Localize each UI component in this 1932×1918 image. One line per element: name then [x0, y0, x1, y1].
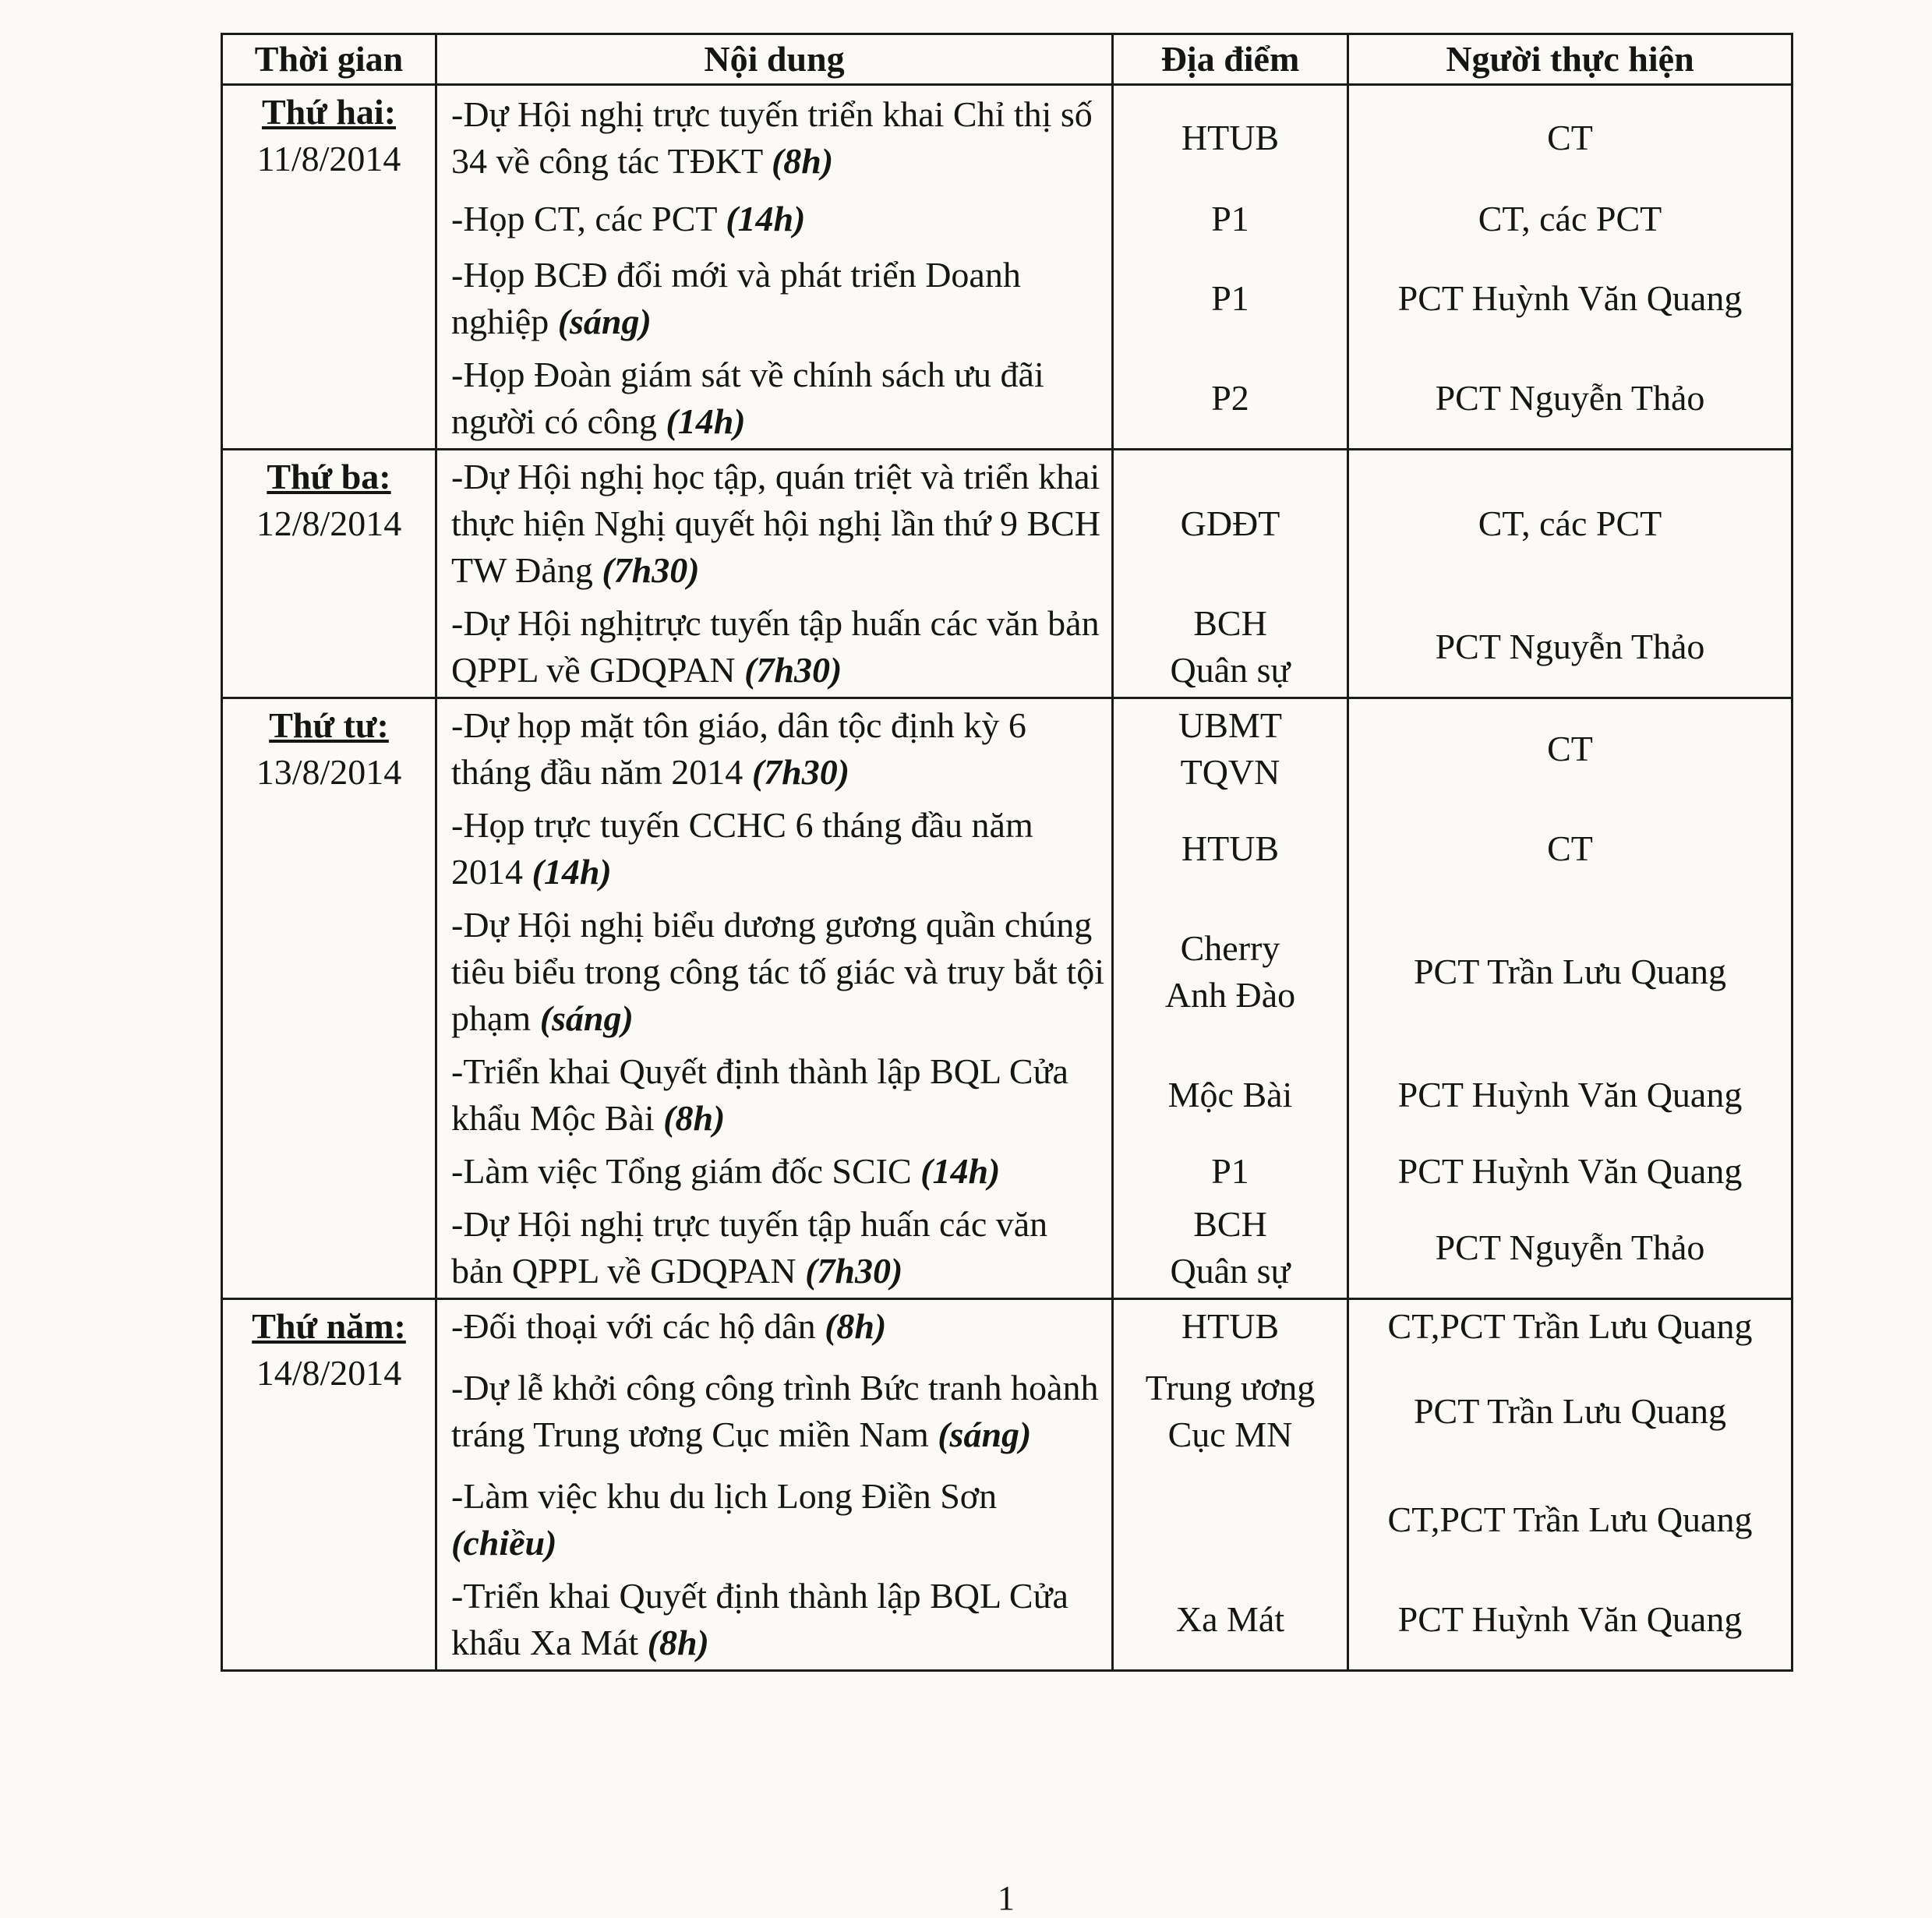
person-cell [1348, 597, 1792, 698]
content-cell [436, 1570, 1113, 1671]
person-cell [1348, 348, 1792, 450]
place-text: P1 [1211, 199, 1249, 238]
day-name: Thứ hai: [261, 92, 397, 132]
content-cell [436, 85, 1113, 190]
place-cell [1113, 1298, 1348, 1353]
schedule-body [222, 85, 1792, 1671]
page-number: 1 [998, 1879, 1015, 1917]
place-cell [1113, 1145, 1348, 1198]
time-tag: (8h) [663, 1097, 726, 1138]
place-cell [1113, 1198, 1348, 1299]
time-tag: (8h) [825, 1305, 887, 1346]
person-cell [1348, 1198, 1792, 1299]
time-tag: (7h30) [751, 751, 850, 792]
place-text: Quân sự [1170, 1250, 1291, 1291]
table-row [222, 597, 1792, 698]
person-cell [1348, 190, 1792, 249]
person-cell [1348, 85, 1792, 190]
table-row [222, 899, 1792, 1045]
header-time: Thời gian [222, 34, 436, 85]
day-date: 12/8/2014 [256, 503, 402, 543]
place-text: Quân sự [1170, 649, 1291, 690]
table-row [222, 1198, 1792, 1299]
person-text: CT, các PCT [1478, 199, 1662, 238]
header-person: Người thực hiện [1348, 34, 1792, 85]
content-cell [436, 1353, 1113, 1470]
table-row [222, 1470, 1792, 1570]
time-tag: (8h) [647, 1622, 709, 1662]
place-cell [1113, 85, 1348, 190]
content-cell [436, 1145, 1113, 1198]
content-cell [436, 348, 1113, 450]
content-text: -Làm việc khu du lịch Long Điền Sơn [451, 1475, 998, 1516]
person-cell [1348, 1298, 1792, 1353]
person-text: PCT Huỳnh Văn Quang [1397, 277, 1743, 318]
table-row [222, 348, 1792, 450]
content-cell [436, 1298, 1113, 1353]
place-cell [1113, 597, 1348, 698]
content-cell [436, 1470, 1113, 1570]
table-row [222, 698, 1792, 799]
content-text: -Họp trực tuyến CCHC 6 tháng đầu năm 2014 [451, 804, 1033, 892]
content-text: -Triển khai Quyết định thành lập BQL Cửa khẩu Mộc Bài [451, 1051, 1068, 1138]
place-text: Cherry [1180, 927, 1280, 968]
person-cell [1348, 799, 1792, 899]
content-text: -Dự Hội nghịtrực tuyến tập huấn các văn bản QPPL về GDQPAN [451, 602, 1100, 690]
place-cell [1113, 190, 1348, 249]
person-cell [1348, 1045, 1792, 1145]
table-row [222, 249, 1792, 348]
place-text: HTUB [1181, 828, 1280, 868]
person-text: CT,PCT Trần Lưu Quang [1387, 1499, 1753, 1539]
content-cell [436, 449, 1113, 597]
place-cell [1113, 1045, 1348, 1145]
place-text: P1 [1211, 1150, 1249, 1191]
content-cell [436, 597, 1113, 698]
place-cell [1113, 698, 1348, 799]
content-text: -Dự Hội nghị học tập, quán triệt và triển khai thực hiện Nghị quyết hội nghị lần thứ 9 BCH TW Đảng [451, 456, 1101, 590]
person-cell [1348, 249, 1792, 348]
content-text: -Dự Hội nghị biểu dương gương quần chúng tiêu biểu trong công tác tố giác và truy bắt tội phạm [451, 904, 1104, 1038]
content-text: -Họp Đoàn giám sát về chính sách ưu đãi người có công [451, 354, 1044, 441]
place-cell [1113, 1470, 1348, 1570]
time-tag: (sáng) [557, 301, 652, 341]
person-cell [1348, 1145, 1792, 1198]
content-text: -Dự lễ khởi công công trình Bức tranh hoành tráng Trung ương Cục miền Nam [451, 1367, 1099, 1454]
person-text: CT,PCT Trần Lưu Quang [1387, 1305, 1753, 1346]
time-tag: (chiều) [451, 1522, 557, 1563]
place-cell [1113, 249, 1348, 348]
day-name: Thứ năm: [252, 1305, 406, 1346]
time-tag: (14h) [726, 199, 806, 238]
person-text: PCT Trần Lưu Quang [1413, 1390, 1727, 1431]
content-cell [436, 249, 1113, 348]
place-text: TQVN [1180, 751, 1280, 792]
table-row [222, 799, 1792, 899]
content-cell [436, 799, 1113, 899]
day-cell [222, 449, 436, 698]
place-text: Xa Mát [1175, 1598, 1285, 1639]
place-text: GDĐT [1180, 503, 1280, 543]
place-text: Cục MN [1167, 1414, 1293, 1454]
table-row [222, 1145, 1792, 1198]
place-text: P1 [1211, 277, 1249, 318]
place-text: HTUB [1181, 117, 1280, 157]
time-tag: (7h30) [805, 1250, 903, 1291]
time-tag: (7h30) [744, 649, 842, 690]
place-text: HTUB [1181, 1305, 1280, 1346]
person-cell [1348, 1570, 1792, 1671]
time-tag: (14h) [532, 851, 612, 892]
content-text: -Dự họp mặt tôn giáo, dân tộc định kỳ 6 tháng đầu năm 2014 [451, 705, 1026, 792]
content-text: -Triển khai Quyết định thành lập BQL Cửa khẩu Xa Mát [451, 1575, 1068, 1662]
person-cell [1348, 449, 1792, 597]
place-text: Mộc Bài [1167, 1074, 1293, 1114]
day-date: 11/8/2014 [256, 139, 401, 178]
content-cell [436, 698, 1113, 799]
header-row [222, 34, 1792, 85]
time-tag: (sáng) [938, 1414, 1032, 1454]
day-cell [222, 85, 436, 450]
table-row [222, 1045, 1792, 1145]
person-text: PCT Huỳnh Văn Quang [1397, 1150, 1743, 1191]
place-text: P2 [1211, 377, 1249, 418]
content-text: -Họp CT, các PCT [451, 199, 717, 238]
person-cell [1348, 899, 1792, 1045]
person-text: PCT Nguyễn Thảo [1435, 377, 1705, 418]
person-text: PCT Huỳnh Văn Quang [1397, 1598, 1743, 1639]
day-cell [222, 698, 436, 1298]
day-date: 13/8/2014 [256, 751, 402, 792]
time-tag: (8h) [771, 140, 834, 181]
place-cell [1113, 1570, 1348, 1671]
person-text: CT [1547, 117, 1593, 157]
content-text: -Đối thoại với các hộ dân [451, 1305, 816, 1346]
day-name: Thứ tư: [269, 705, 389, 745]
person-text: PCT Huỳnh Văn Quang [1397, 1074, 1743, 1114]
person-cell [1348, 698, 1792, 799]
person-text: CT [1547, 828, 1593, 868]
content-text: -Làm việc Tổng giám đốc SCIC [451, 1150, 912, 1191]
content-cell [436, 1198, 1113, 1299]
table-row [222, 190, 1792, 249]
schedule-table [221, 33, 1793, 1672]
table-row [222, 1353, 1792, 1470]
day-date: 14/8/2014 [256, 1352, 402, 1393]
place-cell [1113, 899, 1348, 1045]
place-text: Anh Đào [1164, 974, 1296, 1015]
content-text: -Dự Hội nghị trực tuyến triển khai Chỉ thị số 34 về công tác TĐKT [451, 94, 1093, 181]
person-text: PCT Nguyễn Thảo [1435, 626, 1705, 666]
time-tag: (14h) [920, 1150, 1001, 1191]
day-cell [222, 1298, 436, 1670]
place-cell [1113, 348, 1348, 450]
place-cell [1113, 799, 1348, 899]
content-text: -Dự Hội nghị trực tuyến tập huấn các văn bản QPPL về GDQPAN [451, 1203, 1048, 1291]
person-text: PCT Nguyễn Thảo [1435, 1227, 1705, 1267]
day-name: Thứ ba: [267, 456, 391, 496]
person-cell [1348, 1353, 1792, 1470]
table-row [222, 85, 1792, 190]
content-cell [436, 899, 1113, 1045]
table-row [222, 449, 1792, 597]
person-text: CT [1547, 728, 1593, 768]
content-text: -Họp BCĐ đổi mới và phát triển Doanh nghiệp [451, 254, 1021, 341]
place-text: BCH [1193, 602, 1267, 643]
place-cell [1113, 1353, 1348, 1470]
place-text: Trung ương [1145, 1367, 1316, 1408]
time-tag: (14h) [666, 401, 746, 441]
header-content: Nội dung [436, 34, 1113, 85]
table-row [222, 1570, 1792, 1671]
content-cell [436, 1045, 1113, 1145]
person-text: CT, các PCT [1478, 503, 1662, 543]
place-text: UBMT [1178, 705, 1282, 745]
table-row [222, 1298, 1792, 1353]
place-cell [1113, 449, 1348, 597]
time-tag: (7h30) [602, 549, 700, 590]
content-cell [436, 190, 1113, 249]
place-text: BCH [1193, 1203, 1267, 1244]
person-text: PCT Trần Lưu Quang [1413, 951, 1727, 991]
person-cell [1348, 1470, 1792, 1570]
time-tag: (sáng) [539, 998, 634, 1038]
header-place: Địa điểm [1113, 34, 1348, 85]
